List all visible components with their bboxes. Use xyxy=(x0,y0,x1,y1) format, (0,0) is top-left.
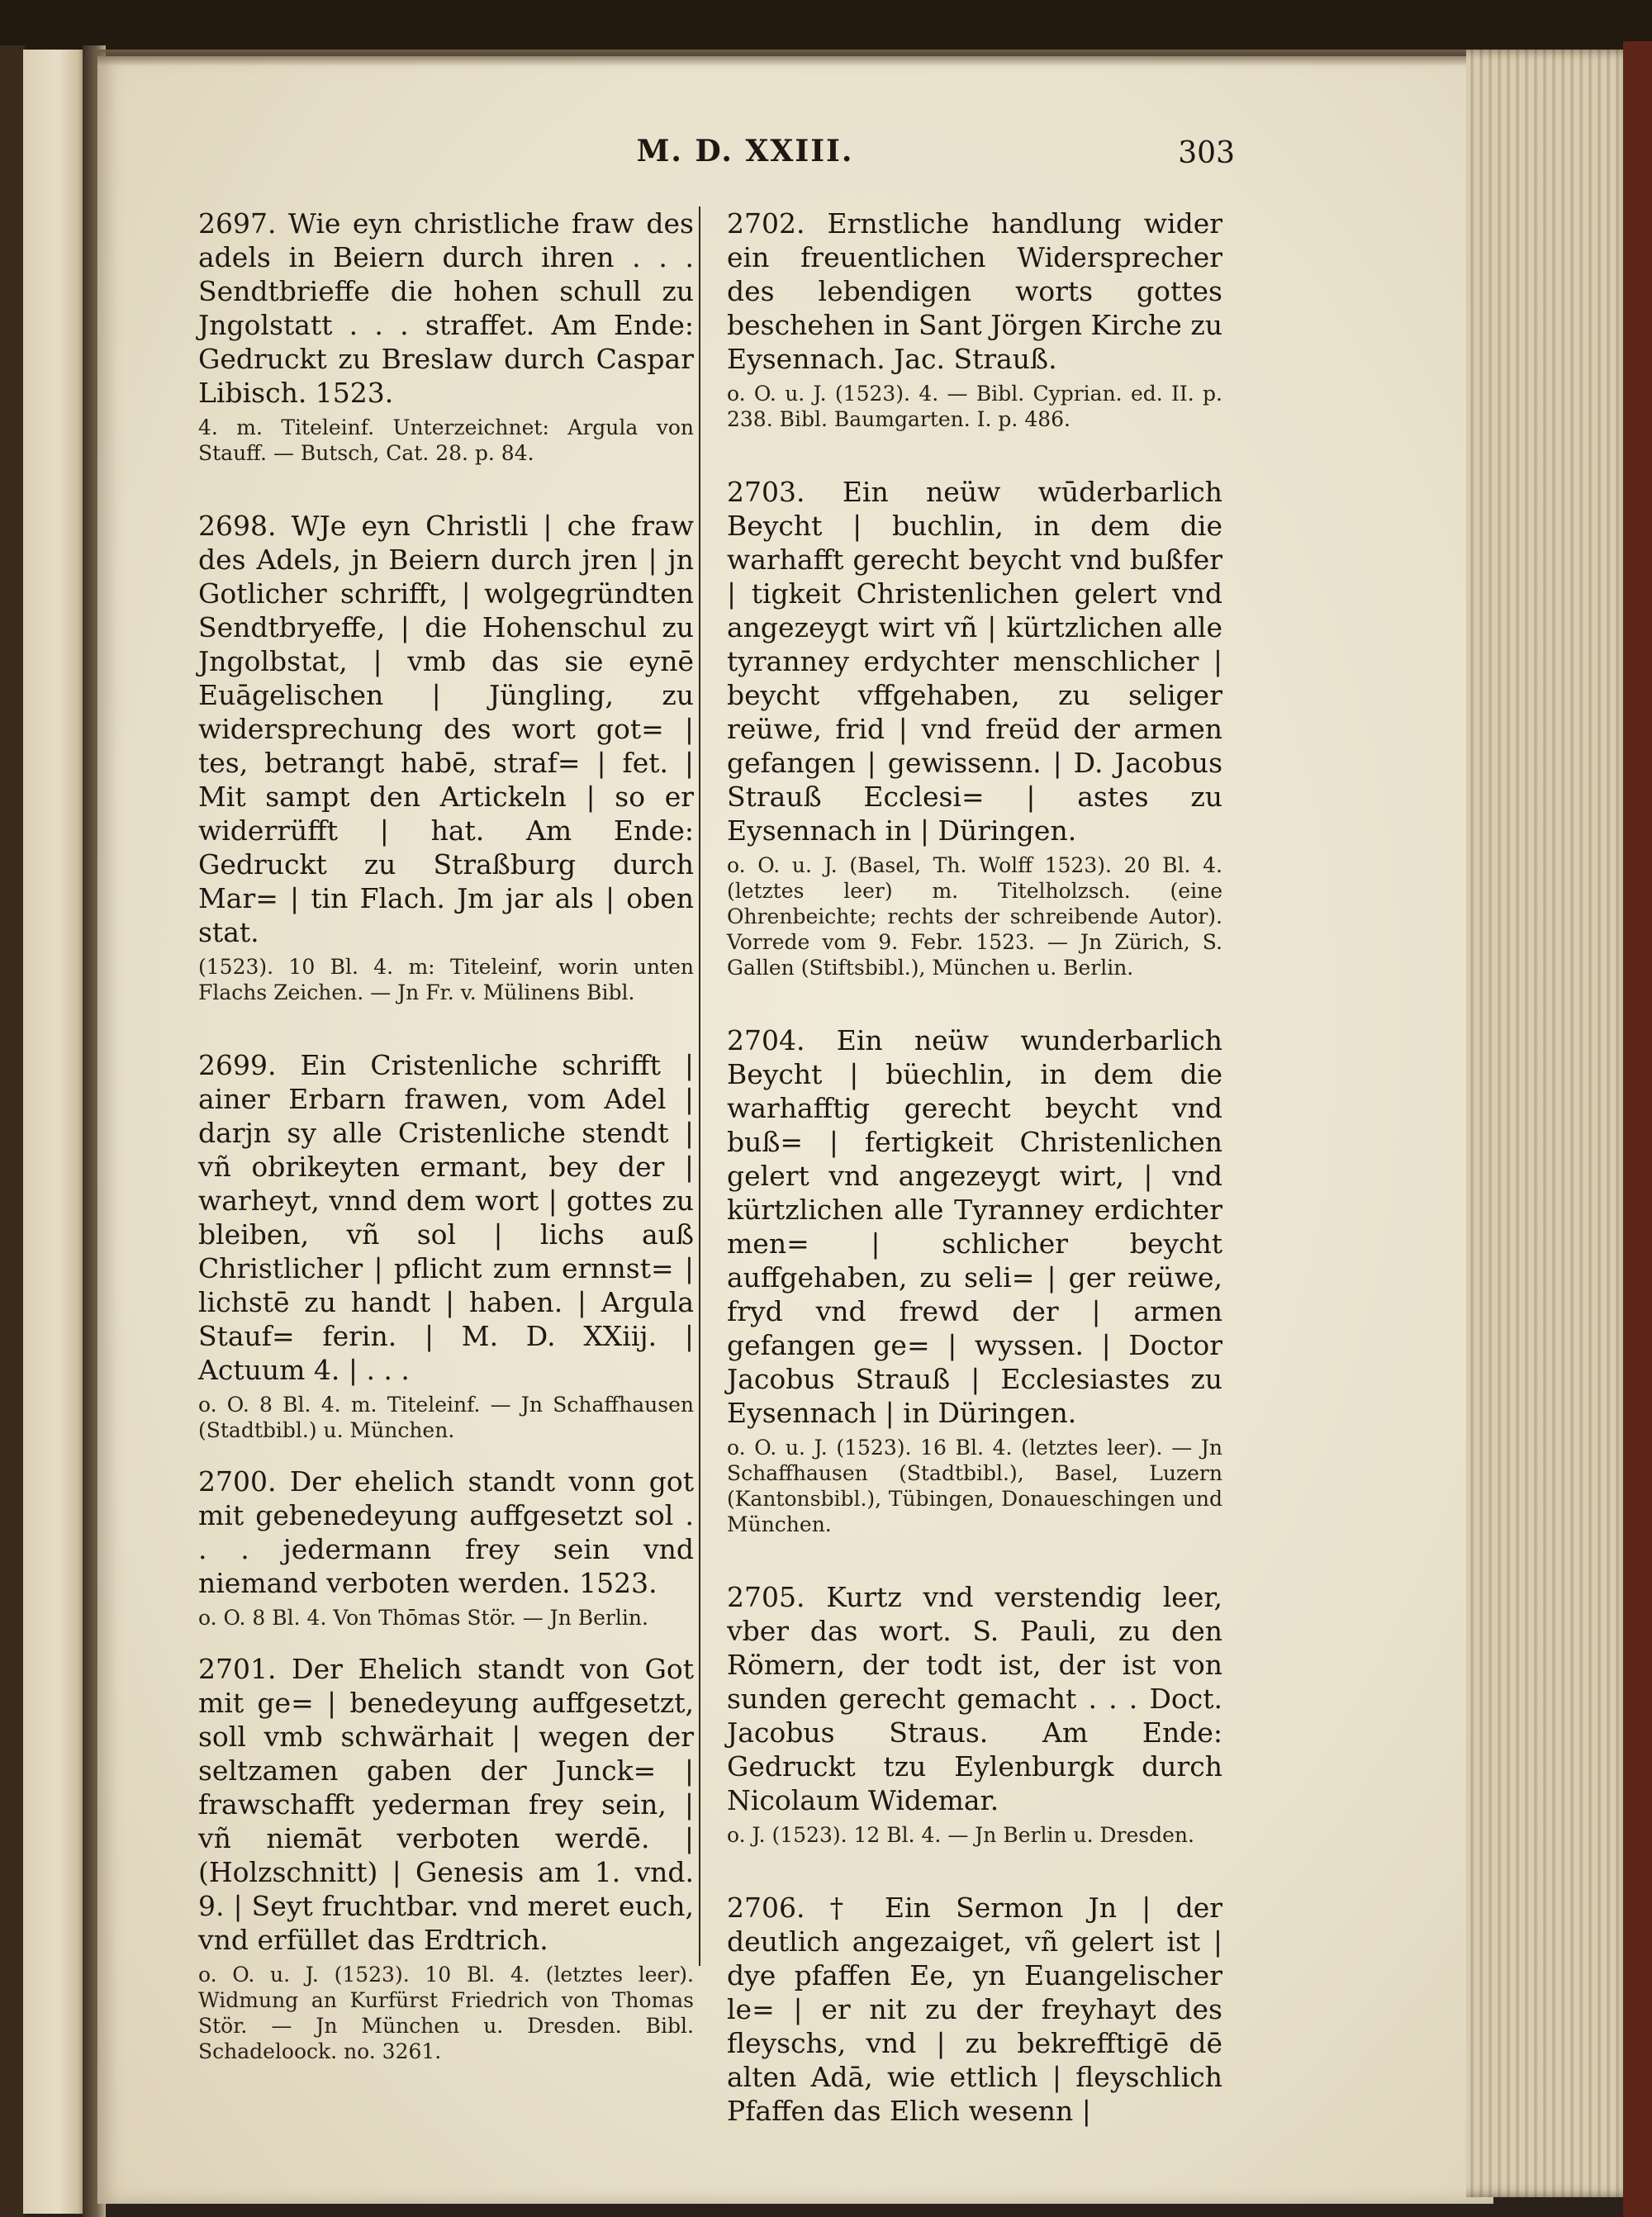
entry-number: 2698. xyxy=(198,510,277,542)
entry-2703 xyxy=(727,475,1222,980)
entry-note: o. J. (1523). 12 Bl. 4. — Jn Berlin u. Dresden. xyxy=(727,1823,1194,1847)
entry-number: 2706. xyxy=(727,1892,805,1924)
entry-2699 xyxy=(198,1048,694,1443)
entry-title: Ein neüw wunderbarlich Beycht | büechlin, in dem die warhafftig gerecht beycht vnd buß= | fertigkeit Christenlichen gelert vnd angezeygt wirt, | vnd kürtzlichen alle Tyranney erdichter men= | schlicher beycht auffgehaben, zu seli= | ger reüwe, fryd vnd frewd der | armen gefangen ge= | wyssen. | Doctor Jacobus Strauß | Ecclesiastes zu Eysennach | in Düringen. xyxy=(727,1024,1222,1429)
column-divider xyxy=(699,207,700,1966)
entry-number: 2701. xyxy=(198,1653,277,1685)
page-number: 303 xyxy=(1178,136,1235,170)
entry-title: Der ehelich standt vonn got mit gebenedeyung auffgesetzt sol . . . jedermann frey sein vnd niemand verboten werden. 1523. xyxy=(198,1465,694,1599)
background-dark-edge xyxy=(0,0,1652,50)
entry-2700 xyxy=(198,1465,694,1631)
entry-2704 xyxy=(727,1023,1222,1537)
entry-note: o. O. 8 Bl. 4. m. Titeleinf. — Jn Schaffhausen (Stadtbibl.) u. München. xyxy=(198,1393,694,1442)
entry-title: Ernstliche handlung wider ein freuentlichen Widersprecher des lebendigen worts gottes beschehen in Sant Jörgen Kirche zu Eysennach. Jac. Strauß. xyxy=(727,207,1223,375)
left-page-sliver xyxy=(23,50,88,2214)
entry-2701 xyxy=(198,1652,694,2064)
right-cover-edge xyxy=(1623,41,1652,2217)
entry-title: Der Ehelich standt von Got mit ge= | benedeyung auffgesetzt, soll vmb schwärhait | wegen der seltzamen gaben der Junck= | frawschafft yederman frey sein, | vñ niemāt verboten werdē. | (Holzschnitt) | Genesis am 1. vnd. 9. | Seyt fruchtbar. vnd meret euch, vnd erfüllet das Erdtrich. xyxy=(198,1653,694,1956)
entry-note: 4. m. Titeleinf. Unterzeichnet: Argula von Stauff. — Butsch, Cat. 28. p. 84. xyxy=(198,415,694,465)
entry-2698 xyxy=(198,509,694,1005)
left-cover-spine xyxy=(0,45,25,2217)
entry-2706 xyxy=(727,1891,1222,2128)
entry-note: (1523). 10 Bl. 4. m: Titeleinf, worin unten Flachs Zeichen. — Jn Fr. v. Mülinens Bibl. xyxy=(198,955,694,1004)
entry-note: o. O. u. J. (Basel, Th. Wolff 1523). 20 Bl. 4. (letztes leer) m. Titelholzsch. (eine Ohrenbeichte; rechts der schreibende Autor). Vorrede vom 9. Febr. 1523. — Jn Zürich, S. Gallen (Stiftsbibl.), München u. Berlin. xyxy=(727,853,1222,980)
entry-title: Ein neüw wūderbarlich Beycht | buchlin, in dem die warhafft gerecht beycht vnd bußfer | tigkeit Christenlichen gelert vnd angezeygt wirt vñ | kürtzlichen alle tyranney erdychter menschlicher | beycht vffgehaben, zu seliger reüwe, frid | vnd freüd der armen gefangen | gewissenn. | D. Jacobus Strauß Ecclesi= | astes zu Eysennach in | Düringen. xyxy=(727,476,1222,847)
page-stack-edge xyxy=(1466,50,1640,2197)
entry-number: 2705. xyxy=(727,1581,805,1613)
entry-2702 xyxy=(727,207,1222,432)
entry-title: † Ein Sermon Jn | der deutlich angezaiget, vñ gelert ist | dye pfaffen Ee, yn Euangelischer le= | er nit zu der freyhayt des fleyschs, vnd | zu bekrefftigē dē alten Adā, wie ettlich | fleyschlich Pfaffen das Elich wesenn | xyxy=(727,1892,1222,2127)
entry-number: 2699. xyxy=(198,1049,277,1081)
entry-number: 2700. xyxy=(198,1465,277,1498)
right-column xyxy=(727,207,1222,2171)
entry-note: o. O. u. J. (1523). 4. — Bibl. Cyprian. ed. II. p. 238. Bibl. Baumgarten. I. p. 486. xyxy=(727,382,1222,431)
entry-title: Wie eyn christliche fraw des adels in Beiern durch ihren . . . Sendtbrieffe die hohen schull zu Jngolstatt . . . straffet. Am Ende: Gedruckt zu Breslaw durch Caspar Libisch. 1523. xyxy=(198,207,694,409)
entry-note: o. O. u. J. (1523). 10 Bl. 4. (letztes leer). Widmung an Kurfürst Friedrich von Thomas Stör. — Jn München u. Dresden. Bibl. Schadeloock. no. 3261. xyxy=(198,1963,694,2063)
entry-2697 xyxy=(198,207,694,466)
entry-title: Kurtz vnd verstendig leer, vber das wort. S. Pauli, zu den Römern, der todt ist, der ist von sunden gerecht gemacht . . . Doct. Jacobus Straus. Am Ende: Gedruckt tzu Eylenburgk durch Nicolaum Widemar. xyxy=(727,1581,1222,1816)
left-column xyxy=(198,207,694,2107)
entry-note: o. O. u. J. (1523). 16 Bl. 4. (letztes leer). — Jn Schaffhausen (Stadtbibl.), Basel, Luzern (Kantonsbibl.), Tübingen, Donaueschingen und München. xyxy=(727,1436,1222,1536)
entry-title: Ein Cristenliche schrifft | ainer Erbarn frawen, vom Adel | darjn sy alle Cristenliche stendt | vñ obrikeyten ermant, bey der | warheyt, vnnd dem wort | gottes zu bleiben, vñ sol | lichs auß Christlicher | pflicht zum ernnst= | lichstē zu handt | haben. | Argula Stauf= ferin. | M. D. XXiij. | Actuum 4. | . . . xyxy=(198,1049,694,1386)
entry-number: 2697. xyxy=(198,207,277,240)
running-title: M. D. XXIII. xyxy=(636,134,854,169)
entry-number: 2702. xyxy=(727,207,805,240)
page-top-shadow xyxy=(97,50,1477,66)
entry-number: 2703. xyxy=(727,476,805,508)
entry-2705 xyxy=(727,1580,1222,1848)
entry-number: 2704. xyxy=(727,1024,805,1056)
entry-note: o. O. 8 Bl. 4. Von Thōmas Stör. — Jn Berlin. xyxy=(198,1606,648,1630)
entry-title: WJe eyn Christli | che fraw des Adels, jn Beiern durch jren | jn Gotlicher schrifft, | wolgegründten Sendtbryeffe, | die Hohenschul zu Jngolbstat, | vmb das sie eynē Euāgelischen | Jüngling, zu widersprechung des wort got= | tes, betrangt habē, straf= | fet. | Mit sampt den Artickeln | so er widerrüfft | hat. Am Ende: Gedruckt zu Straßburg durch Mar= | tin Flach. Jm jar als | oben stat. xyxy=(198,510,694,948)
